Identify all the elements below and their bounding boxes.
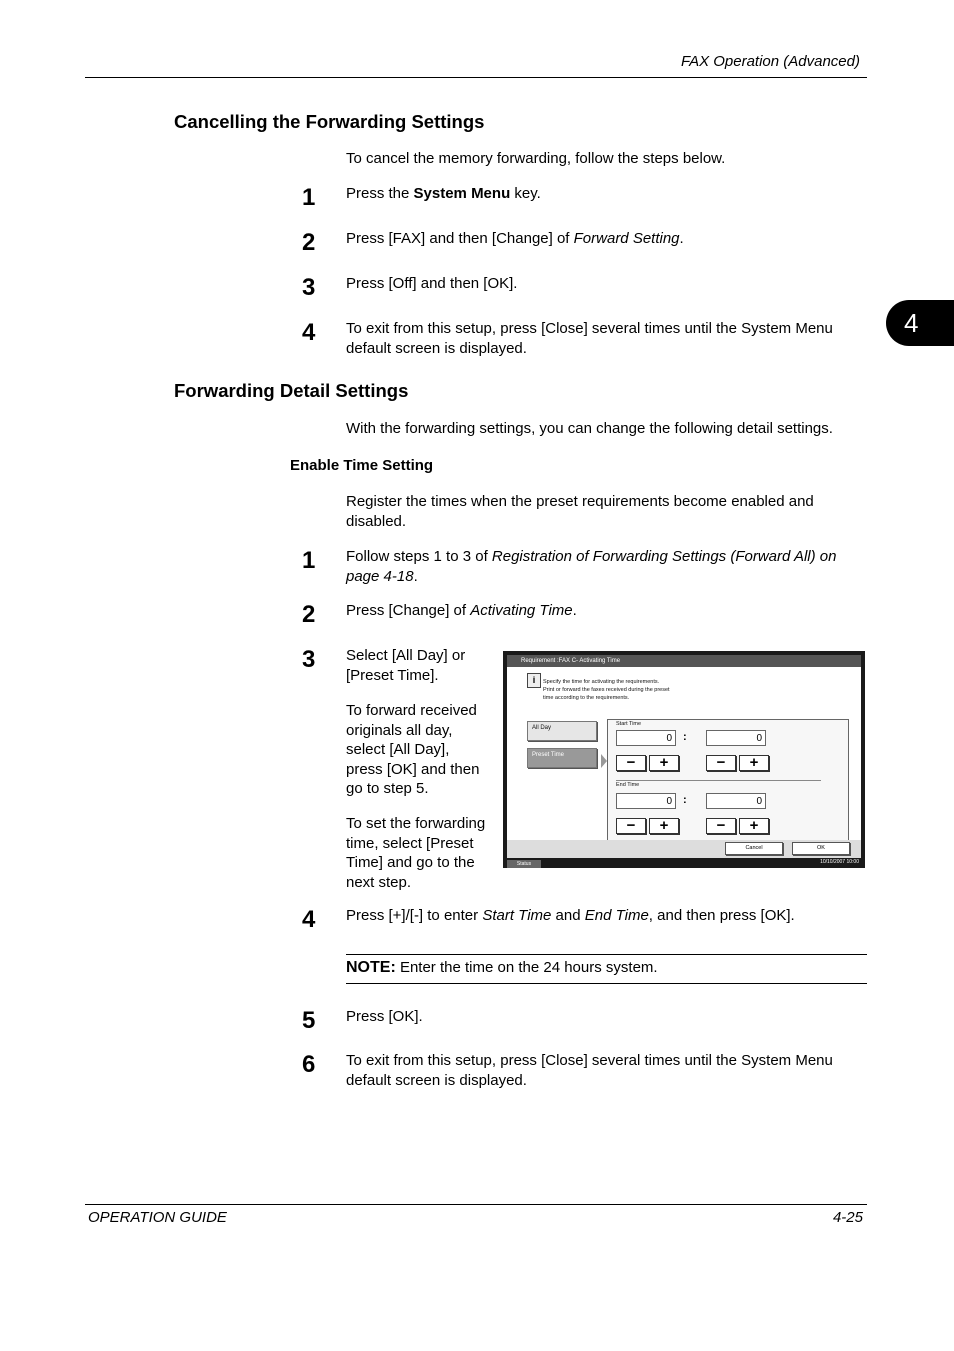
end-time-label: End Time [616, 782, 640, 788]
start-minute-minus-button[interactable]: − [706, 755, 736, 771]
step-text: Press [Change] of Activating Time. [346, 602, 577, 619]
info-icon: i [527, 673, 541, 688]
panel-title: Requirement :FAX C- Activating Time [507, 655, 861, 667]
step-number: 4 [302, 319, 316, 346]
start-hour-plus-button[interactable]: + [649, 755, 679, 771]
start-minute-plus-button[interactable]: + [739, 755, 769, 771]
step-number: 3 [302, 274, 316, 301]
time-colon: : [683, 794, 687, 806]
subheading-enable-time: Enable Time Setting [290, 457, 434, 474]
time-group [607, 719, 849, 841]
running-header: FAX Operation (Advanced) [681, 53, 860, 70]
subsection-intro: Register the times when the preset requirements become enabled and disabled. [346, 493, 814, 530]
end-minute-minus-button[interactable]: − [706, 818, 736, 834]
end-minute-plus-button[interactable]: + [739, 818, 769, 834]
step-number: 1 [302, 547, 316, 574]
page-number: 4-25 [832, 1209, 863, 1226]
panel-datetime: 10/10/2007 10:00 [820, 859, 859, 865]
step-number: 2 [302, 229, 316, 256]
note-box: NOTE: Enter the time on the 24 hours system. [346, 954, 867, 984]
step-number: 6 [302, 1051, 316, 1078]
step-number: 5 [302, 1007, 316, 1034]
step-number: 4 [302, 906, 316, 933]
end-hour-plus-button[interactable]: + [649, 818, 679, 834]
footer-rule [85, 1204, 867, 1205]
step-text: To set the forwarding time, select [Preset Time] and go to the next step. [346, 815, 486, 891]
end-minute-field[interactable]: 0 [706, 793, 766, 809]
footer-guide-title: OPERATION GUIDE [88, 1209, 227, 1226]
preset-time-button[interactable]: Preset Time [527, 748, 597, 768]
step-text: Press [+]/[-] to enter Start Time and End Time, and then press [OK]. [346, 907, 795, 924]
step-text: Select [All Day] or [Preset Time]. [346, 647, 466, 684]
step-number: 3 [302, 646, 316, 673]
step-number: 1 [302, 184, 316, 211]
step-text: To exit from this setup, press [Close] several times until the System Menu default screen is displayed. [346, 320, 833, 357]
section2-intro: With the forwarding settings, you can change the following detail settings. [346, 420, 833, 437]
cancel-button[interactable]: Cancel [725, 842, 783, 855]
start-hour-minus-button[interactable]: − [616, 755, 646, 771]
header-rule [85, 77, 867, 78]
end-hour-field[interactable]: 0 [616, 793, 676, 809]
step-number: 2 [302, 601, 316, 628]
panel-info-text: Specify the time for activating the requirements. Print or forward the faxes received during the preset time according to the requirements. [543, 679, 670, 701]
section1-intro: To cancel the memory forwarding, follow the steps below. [346, 150, 726, 167]
step-text: Follow steps 1 to 3 of Registration of Forwarding Settings (Forward All) on page 4-18. [346, 548, 837, 585]
step-text: Press [Off] and then [OK]. [346, 275, 518, 292]
end-hour-minus-button[interactable]: − [616, 818, 646, 834]
step-text: Press [FAX] and then [Change] of Forward Setting. [346, 230, 684, 247]
status-button[interactable]: Status [507, 860, 541, 868]
time-colon: : [683, 731, 687, 743]
start-minute-field[interactable]: 0 [706, 730, 766, 746]
chapter-tab: 4 [886, 300, 954, 346]
group-divider [616, 780, 821, 781]
section-heading-cancel: Cancelling the Forwarding Settings [174, 111, 485, 132]
start-hour-field[interactable]: 0 [616, 730, 676, 746]
step-text: To exit from this setup, press [Close] several times until the System Menu default screen is displayed. [346, 1052, 833, 1089]
step-text: To forward received originals all day, select [All Day], press [OK] and then go to step 5. [346, 702, 480, 797]
step-text: Press the System Menu key. [346, 185, 541, 202]
step-text: Press [OK]. [346, 1008, 423, 1025]
operation-panel-screenshot [503, 651, 865, 868]
start-time-label: Start Time [616, 721, 642, 727]
ok-button[interactable]: OK [792, 842, 850, 855]
section-heading-forwarding-detail: Forwarding Detail Settings [174, 380, 409, 401]
all-day-button[interactable]: All Day [527, 721, 597, 741]
